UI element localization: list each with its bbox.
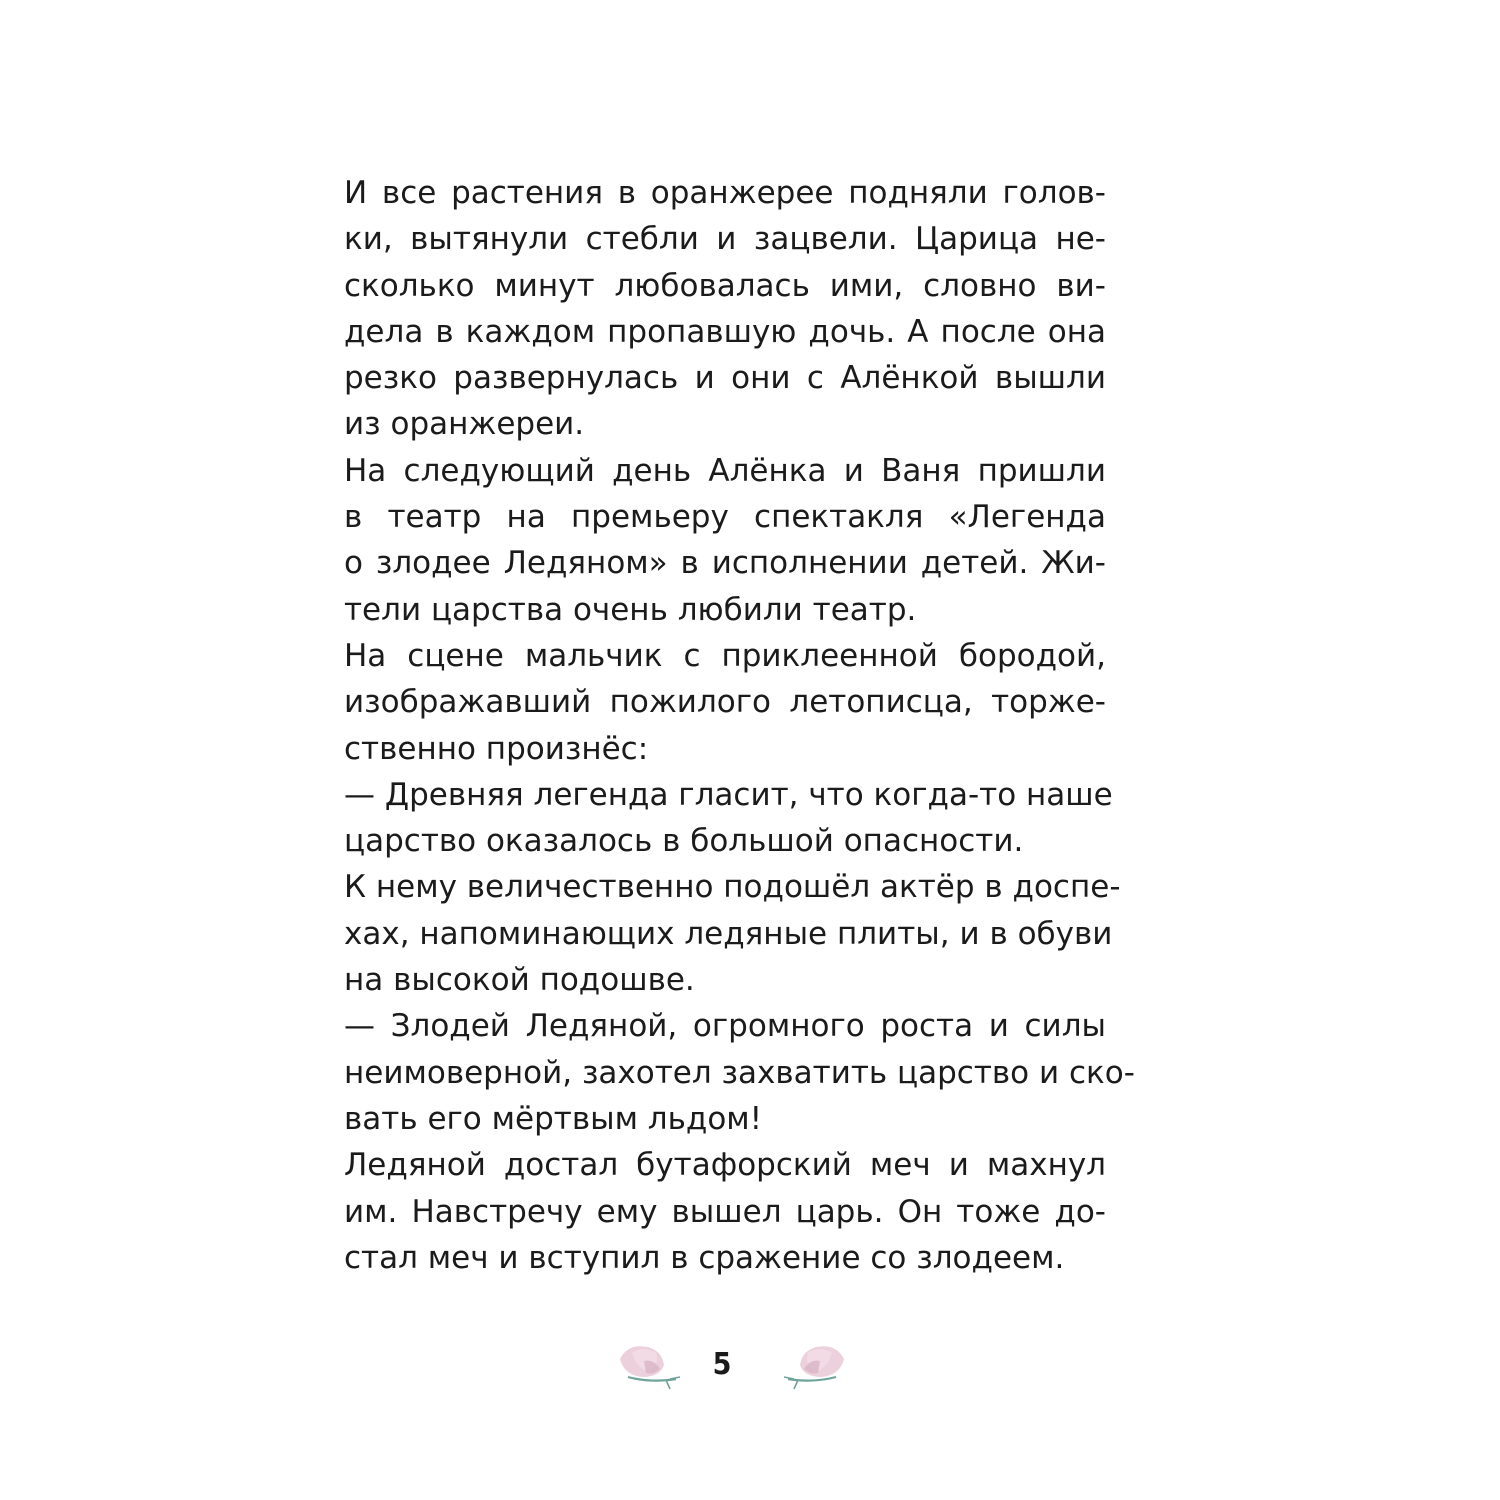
text-line: — Злодей Ледяной, огромного роста и силы — [344, 1008, 1106, 1045]
text-line: им. Навстречу ему вышел царь. Он тоже до- — [344, 1193, 1106, 1230]
text-line: о злодее Ледяном» в исполнении детей. Жи- — [344, 545, 1106, 582]
text-line: царство оказалось в большой опасности. — [344, 823, 1024, 860]
text-line: тели царства очень любили театр. — [344, 591, 917, 628]
text-line: К нему величественно подошёл актёр в доспе- — [344, 869, 1121, 906]
rose-bud-left-icon — [614, 1337, 694, 1393]
text-line: неимоверной, захотел захватить царство и ско- — [344, 1054, 1135, 1091]
text-line: хах, напоминающих ледяные плиты, и в обуви — [344, 915, 1113, 952]
text-line: сколько минут любовалась ими, словно ви- — [344, 267, 1106, 304]
text-line: в театр на премьеру спектакля «Легенда — [344, 499, 1106, 536]
text-line: На сцене мальчик с приклеенной бородой, — [344, 637, 1106, 674]
text-line: ки, вытянули стебли и зацвели. Царица не- — [344, 221, 1106, 258]
rose-bud-right-icon — [770, 1337, 850, 1393]
text-line: Ледяной достал бутафорский меч и махнул — [344, 1147, 1106, 1184]
text-line: резко развернулась и они с Алёнкой вышли — [344, 360, 1106, 397]
body-text — [344, 170, 1135, 1281]
text-line: изображавший пожилого летописца, торже- — [344, 684, 1106, 721]
page-number: 5 — [712, 1347, 732, 1382]
text-line: на высокой подошве. — [344, 962, 695, 999]
text-line: вать его мёртвым льдом! — [344, 1100, 763, 1137]
page-footer — [0, 1335, 1500, 1405]
text-line: стал меч и вступил в сражение со злодеем. — [344, 1239, 1065, 1276]
text-line: И все растения в оранжерее подняли голов- — [344, 175, 1106, 211]
text-line: дела в каждом пропавшую дочь. А после она — [344, 313, 1106, 350]
text-line: — Древняя легенда гласит, что когда-то наше — [344, 776, 1113, 813]
text-line: ственно произнёс: — [344, 730, 649, 767]
text-line: На следующий день Алёнка и Ваня пришли — [344, 452, 1106, 489]
text-line: из оранжереи. — [344, 406, 585, 443]
